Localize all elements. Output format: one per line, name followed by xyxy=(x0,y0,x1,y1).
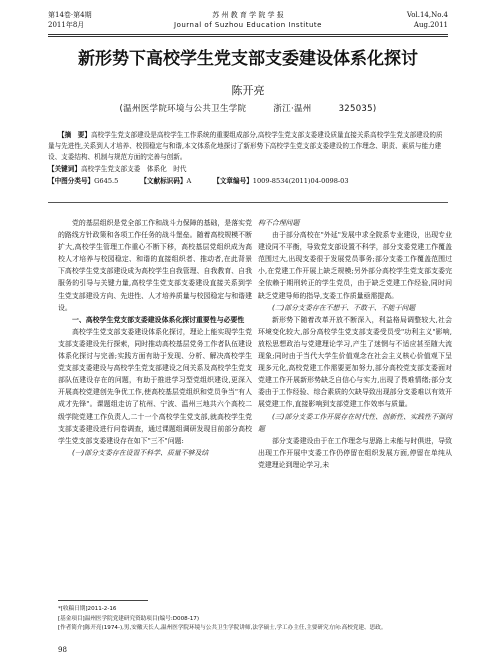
subsection-heading: (三)部分支委工作开展存在时代性、创新性、实践性不强问题 xyxy=(258,412,452,433)
body-paragraph: 高校学生党支部支委建设体系化探讨，理论上能实现学生党支部支委建设先行探索，同时推动高校基层党务工作者队伍建设体系化探讨与完善;实践方面有助于发现、分析、解决高校学生党支部支委建设与高校学生党支部建设之间关系及高校学生党支部队伍建设存在的问题，有助于推进学习型党组织建设,更深入开展高校党建创先争优工作,使高校基层党组织和党员争当"有人成才先锋"。课题组走访了杭州、宁波、温州三地共六个高校二级学院党建工作负责人,二十一个高校学生党支部,就高校学生党支部支委建设进行问卷调查，通过课题组调研发现目前部分高校学生党支部支委建设存在如下"三不"问题: xyxy=(58,327,252,445)
header-center xyxy=(48,10,448,30)
subsection-heading: (一)部分支委存在设置不科学、质量不够及结 xyxy=(72,448,209,457)
issue-date-en: Aug.2011 xyxy=(413,21,448,29)
body-paragraph: 新形势下随着改革开放不断深入，利益格局调整较大,社会环境变化较大,部分高校学生党支部支委受员受"功利主义"影响,放松思想政治与党建理论学习,产生了迷惘与不适应甚至随大流现象;同时由于当代大学生价值观念在社会主义核心价值观下呈现多元化,高校党建工作需要更加努力,部分高校党支部支委面对党建工作开展新形势缺乏自信心与实力,出现了畏难情绪;部分支委由于工作经验、综合素质的欠缺导致出现部分支委难以有效开展党建工作,直接影响到支部党建工作效率与质量。 xyxy=(258,315,452,409)
abstract-label: 【摘 要】 xyxy=(58,131,91,139)
header-rule-thin xyxy=(48,36,448,37)
body-paragraph: 党的基层组织是党全部工作和战斗力保障的基础，是落实党的路线方针政策和各项工作任务的战斗堡垒。随着高校规模不断扩大,高校学生管理工作重心不断下移，高校基层党组织成为高校人才培养与校园稳定、和谐的直接组织者、推动者,在此背景下高校学生党支部建设成为高校学生自我管理、自我教育、自我服务的引导与关键力量,高校学生党支部支委建设直接关系到学生党支部建设方向、先进性、人才培养质量与校园稳定与和谐建设。 xyxy=(58,219,252,312)
author-affiliation xyxy=(0,102,496,114)
keywords-label: 【关键词】 xyxy=(48,165,81,173)
footnote-fund: [基金项目]温州医学院党建研究资助项目(编号:D008-17) xyxy=(58,615,200,622)
header-rule-thick xyxy=(48,34,448,35)
body-paragraph: 部分支委建设由于在工作理念与思路上未能与时俱进，导致出现工作开展中支委工作仍停留在组织发展方面,停留在单纯从党建理论到理论学习,未 xyxy=(258,436,452,469)
right-column xyxy=(258,217,452,471)
abstract-text: 高校学生党支部建设是高校学生工作系统的重要组成部分,高校学生党支部支委建设质量直接关系高校学生党支部建设的质量与先进性,关系到人才培养、校园稳定与和谐,本文体系化地探讨了新形势下高校学生党支部支委建设的工作理念、职责、素质与能力建设、支委结构、机制与规范方面的完善与创新。 xyxy=(48,131,443,161)
clc-label: 【中图分类号】 xyxy=(48,177,95,185)
affiliation-unit: (温州医学院环境与公共卫生学院 xyxy=(119,104,247,114)
clc-value: G645.5 xyxy=(94,177,119,185)
keywords-line xyxy=(48,164,448,175)
journal-name-en: Journal of Suzhou Education Institute xyxy=(174,21,322,29)
doc-code-label: 【文献标识码】 xyxy=(140,177,187,185)
volume-issue-en: Vol.14,No.4 xyxy=(406,11,448,19)
doc-code-value: A xyxy=(186,177,192,185)
abstract-paragraph xyxy=(48,130,448,163)
clc-field xyxy=(48,176,118,187)
journal-name-cn: 苏 州 教 育 学 院 学 报 xyxy=(212,11,284,19)
footnote-bio: [作者简介]陈开亮(1974-),男,安徽天长人,温州医学院环境与公共卫生学院讲师,法学硕士,学工办主任,主要研究方向:高校党建、思政。 xyxy=(58,625,387,631)
header-right xyxy=(407,10,448,30)
article-id-label: 【文章编号】 xyxy=(213,177,253,185)
footnotes xyxy=(58,605,448,634)
author-name: 陈开亮 xyxy=(231,84,265,97)
issue-date: 2011年8月 xyxy=(48,21,85,29)
affiliation-zip: 325035) xyxy=(338,104,377,114)
article-title: 新形势下高校学生党支部支委建设体系化探讨 xyxy=(78,49,418,69)
affiliation-place: 浙江·温州 xyxy=(273,104,312,114)
page-number: 98 xyxy=(58,646,67,654)
article-id-field xyxy=(213,176,348,187)
abstract-rule xyxy=(48,202,448,203)
abstract-block xyxy=(48,130,448,187)
volume-issue: 第14卷·第4期 xyxy=(48,11,92,19)
running-header xyxy=(48,10,448,34)
body-paragraph: 由于部分高校在"外延"发展中求全院系专业建设，出现专业建设同不平衡，导致党支部设置不科学，部分支委党建工作覆盖范围过大,出现支委很于发展党员事务;部分支委工作覆盖范围过小,在党建工作开展上缺乏规模;另外部分高校学生党支部支委完全依赖于期刑转正的学生党员，由于缺乏党建工作经验,同时问缺乏党建导师的指导,支委工作质量亟需提高。 xyxy=(258,231,452,300)
article-id-value: 1009-8534(2011)04-0098-03 xyxy=(252,177,349,185)
subsection-heading: (二)部分支委存在不想干、不敢干、不能干问题 xyxy=(272,303,416,312)
left-column xyxy=(58,217,252,459)
footnote-rule xyxy=(58,600,148,601)
subsection-heading-continued: 构不合理问题 xyxy=(258,219,300,227)
section-heading: 一、高校学生党支部支委建设体系化探讨重要性与必要性 xyxy=(72,315,245,324)
footnote-received: *[收稿日期]2011-2-16 xyxy=(58,606,117,612)
classification-line xyxy=(48,176,448,187)
keywords-text: 高校学生党支部支委 体系化 时代 xyxy=(80,165,187,173)
doc-code-field xyxy=(140,176,191,187)
